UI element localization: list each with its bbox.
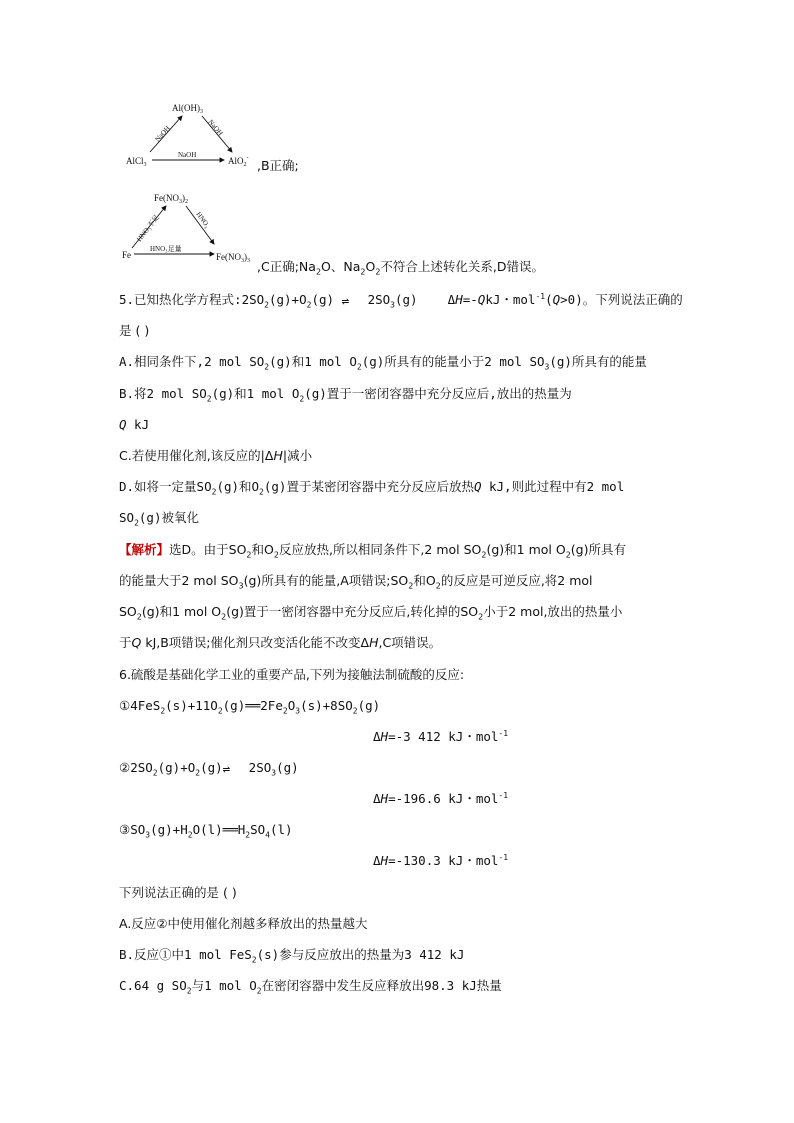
q5-option-c: C.若使用催化剂,该反应的|ΔH|减小 — [119, 448, 313, 463]
q5-stem-line1: 5.已知热化学方程式$:2SO_2(g)+O_2(g)$ ⇌ $2SO_3(g)$ ΔH=-QkJ・mol$^{-1}$(Q>0)。下列说法正确的 — [119, 291, 683, 310]
q6-option-a: A.反应②中使用催化剂越多释放出的热量越大 — [119, 916, 368, 931]
q5-option-a: A.相同条件下,2 mol $SO_2(g)$和1 mol $O_2(g)$所具有的能量小于2 mol $SO_3(g)$所具有的能量 — [119, 354, 647, 372]
q6-reaction2: $②2SO_2(g)+O_2(g)\rightleftharpoons$ $2SO_3(g)$ — [119, 760, 299, 778]
q6-reaction1: $①4FeS_2(s)+11O_2(g)══2Fe_2O_3(s)+8SO_2(g)$ — [119, 698, 381, 716]
feno33-label: $Fe(NO_3)_3$ — [216, 252, 250, 264]
aluminium-conversion-diagram — [120, 100, 260, 172]
q5-option-b: B.将2 mol $SO_2(g)$和1 mol $O_2(g)$置于一密闭容器中充分反应后,放出的热量为 — [119, 386, 572, 404]
q6-option-b: B.反应①中1 mol FeS$_2$(s)参与反应放出的热量为3 412 kJ — [119, 947, 465, 965]
q6-option-c: C.64 g $SO_2$与1 mol $O_2$在密闭容器中发生反应释放出98.3 kJ热量 — [119, 978, 502, 996]
iron-conversion-diagram — [120, 190, 262, 268]
q5-stem-line2: 是 ( ) — [119, 323, 150, 338]
analysis-line1: 【解析】选D。由于$SO_2$和$O_2$反应放热,所以相同条件下,2 mol $SO_2(g)$和1 mol $O_2(g)$所具有 — [119, 542, 626, 560]
analysis-line2: 的能量大于2 mol $SO_3(g)$所具有的能量,A项错误$;SO_2$和$O_2$的反应是可逆反应,将2 mol — [119, 573, 593, 591]
analysis-line4: 于Q kJ,B项错误;催化剂只改变活化能不改变ΔH,C项错误。 — [119, 635, 442, 650]
hno3-insufficient-label: HNO₃不足 — [135, 213, 162, 244]
naoh-bottom-label: NaOH — [178, 151, 197, 159]
q5-option-d-cont: $SO_2(g)$被氧化 — [119, 510, 199, 528]
naoh-left-label: NaOH — [153, 124, 172, 144]
q6-reaction3-enthalpy: ΔH=-130.3 kJ・mol$^{-1}$ — [373, 852, 509, 868]
hno3-excess-label: HNO₃足量 — [150, 245, 182, 253]
analysis-line3: $SO_2(g)$和1 mol $O_2(g)$置于一密闭容器中充分反应后,转化掉的$SO_2$小于2 mol,放出的热量小 — [119, 604, 623, 622]
feno32-label: $Fe(NO_3)_2$ — [154, 193, 188, 205]
hno3-right-label: HNO₃ — [194, 210, 212, 230]
diagram1-suffix: ,B正确; — [257, 158, 299, 173]
q6-reaction1-enthalpy: ΔH=-3 412 kJ・mol$^{-1}$ — [373, 728, 509, 744]
alcl3-label: AlCl$_3$ — [126, 156, 147, 168]
q6-ask: 下列说法正确的是 ( ) — [119, 885, 237, 900]
aloh3-label: $Al(OH)_3$ — [172, 103, 203, 115]
q6-intro: 6.硫酸是基础化学工业的重要产品,下列为接触法制硫酸的反应: — [119, 667, 465, 682]
q5-option-d: D.如将一定量$SO_2(g)$和$O_2(g)$置于某密闭容器中充分反应后放热Q kJ,则此过程中有2 mol — [119, 479, 625, 497]
analysis-tag: 【解析】 — [119, 542, 170, 557]
q6-reaction3: $③SO_3(g)+H_2O(l)══H_2SO_4(l)$ — [119, 822, 293, 840]
q5-option-b-cont: Q kJ — [119, 417, 150, 432]
q6-reaction2-enthalpy: ΔH=-196.6 kJ・mol$^{-1}$ — [373, 790, 509, 806]
alo2-label: AlO$_2$- — [228, 155, 249, 168]
fe-label: Fe — [122, 250, 131, 260]
diagram2-suffix: ,C正确$;Na_2O$、$Na_2O_2$不符合上述转化关系,D错误。 — [257, 259, 545, 277]
naoh-right-label: NaOH — [206, 118, 225, 138]
